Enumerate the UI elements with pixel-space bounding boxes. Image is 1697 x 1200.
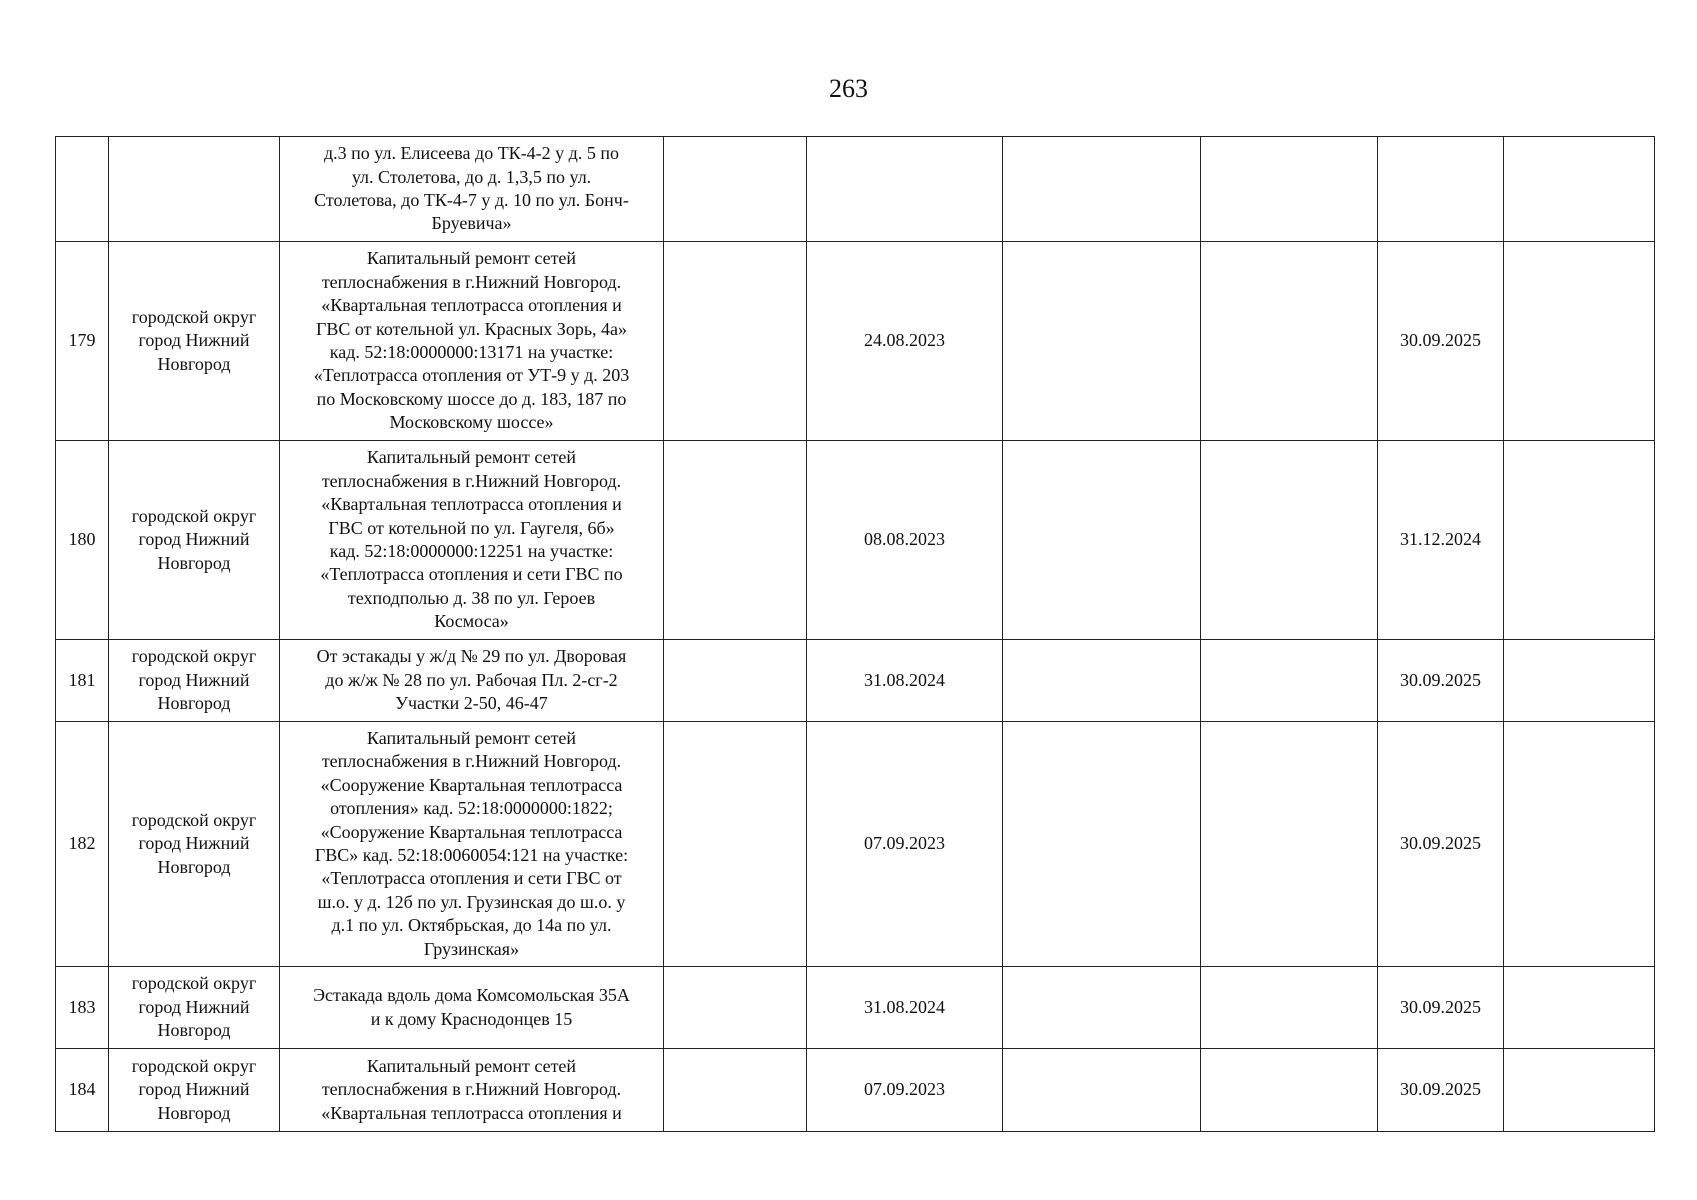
empty-cell [1201,967,1378,1049]
empty-cell [1201,441,1378,640]
row-number: 180 [56,441,109,640]
row-number: 184 [56,1049,109,1132]
table-row [56,242,1655,441]
start-date-cell: 07.09.2023 [807,722,1003,967]
start-date-cell [807,137,1003,242]
start-date-cell: 31.08.2024 [807,640,1003,722]
end-date-cell: 30.09.2025 [1378,640,1504,722]
start-date-cell: 31.08.2024 [807,967,1003,1049]
municipality-cell [109,137,280,242]
register-table [55,136,1655,1132]
municipality-cell: городской округ город Нижний Новгород [109,242,280,441]
empty-cell [1003,1049,1201,1132]
empty-cell [1504,441,1655,640]
empty-cell [1003,441,1201,640]
table-row [56,441,1655,640]
empty-cell [1003,722,1201,967]
row-number: 183 [56,967,109,1049]
municipality-cell: городской округ город Нижний Новгород [109,640,280,722]
object-description-cell: Эстакада вдоль дома Комсомольская 35А и к дому Краснодонцев 15 [280,967,664,1049]
table-row [56,967,1655,1049]
start-date-cell: 07.09.2023 [807,1049,1003,1132]
empty-cell [1504,137,1655,242]
end-date-cell: 31.12.2024 [1378,441,1504,640]
row-number: 179 [56,242,109,441]
row-number: 182 [56,722,109,967]
empty-cell [1504,242,1655,441]
empty-cell [1201,640,1378,722]
end-date-cell: 30.09.2025 [1378,1049,1504,1132]
page-number: 263 [829,74,868,103]
municipality-cell: городской округ город Нижний Новгород [109,967,280,1049]
end-date-cell: 30.09.2025 [1378,967,1504,1049]
empty-cell [1504,722,1655,967]
municipality-cell: городской округ город Нижний Новгород [109,441,280,640]
start-date-cell: 08.08.2023 [807,441,1003,640]
row-number: 181 [56,640,109,722]
empty-cell [664,1049,807,1132]
end-date-cell: 30.09.2025 [1378,242,1504,441]
table-row [56,722,1655,967]
object-description-cell: д.3 по ул. Елисеева до ТК-4-2 у д. 5 по ул. Столетова, до д. 1,3,5 по ул. Столетова, до ТК-4-7 у д. 10 по ул. Бонч- Бруевича» [280,137,664,242]
empty-cell [1504,640,1655,722]
end-date-cell: 30.09.2025 [1378,722,1504,967]
empty-cell [1201,722,1378,967]
empty-cell [664,137,807,242]
empty-cell [1201,137,1378,242]
empty-cell [1003,137,1201,242]
object-description-cell: Капитальный ремонт сетей теплоснабжения в г.Нижний Новгород. «Квартальная теплотрасса отопления и [280,1049,664,1132]
empty-cell [664,640,807,722]
table-row [56,640,1655,722]
end-date-cell [1378,137,1504,242]
table-row [56,1049,1655,1132]
empty-cell [664,722,807,967]
start-date-cell: 24.08.2023 [807,242,1003,441]
object-description-cell: Капитальный ремонт сетей теплоснабжения в г.Нижний Новгород. «Квартальная теплотрасса отопления и ГВС от котельной ул. Красных Зорь, 4а» кад. 52:18:0000000:13171 на участке: «Теплотрасса отопления от УТ-9 у д. 203 по Московскому шоссе до д. 183, 187 по Московскому шоссе» [280,242,664,441]
object-description-cell: От эстакады у ж/д № 29 по ул. Дворовая до ж/ж № 28 по ул. Рабочая Пл. 2-сг-2 Участки 2-50, 46-47 [280,640,664,722]
municipality-cell: городской округ город Нижний Новгород [109,1049,280,1132]
empty-cell [664,242,807,441]
object-description-cell: Капитальный ремонт сетей теплоснабжения в г.Нижний Новгород. «Сооружение Квартальная теплотрасса отопления» кад. 52:18:0000000:1822; «Сооружение Квартальная теплотрасса ГВС» кад. 52:18:0060054:121 на участке: «Теплотрасса отопления и сети ГВС от ш.о. у д. 12б по ул. Грузинская до ш.о. у д.1 по ул. Октябрьская, до 14а по ул. Грузинская» [280,722,664,967]
empty-cell [664,441,807,640]
empty-cell [1504,967,1655,1049]
empty-cell [1201,242,1378,441]
empty-cell [1003,967,1201,1049]
empty-cell [664,967,807,1049]
table-row [56,137,1655,242]
empty-cell [1003,242,1201,441]
row-number [56,137,109,242]
empty-cell [1003,640,1201,722]
object-description-cell: Капитальный ремонт сетей теплоснабжения в г.Нижний Новгород. «Квартальная теплотрасса отопления и ГВС от котельной по ул. Гаугеля, 6б» кад. 52:18:0000000:12251 на участке: «Теплотрасса отопления и сети ГВС по техподполью д. 38 по ул. Героев Космоса» [280,441,664,640]
empty-cell [1201,1049,1378,1132]
municipality-cell: городской округ город Нижний Новгород [109,722,280,967]
empty-cell [1504,1049,1655,1132]
